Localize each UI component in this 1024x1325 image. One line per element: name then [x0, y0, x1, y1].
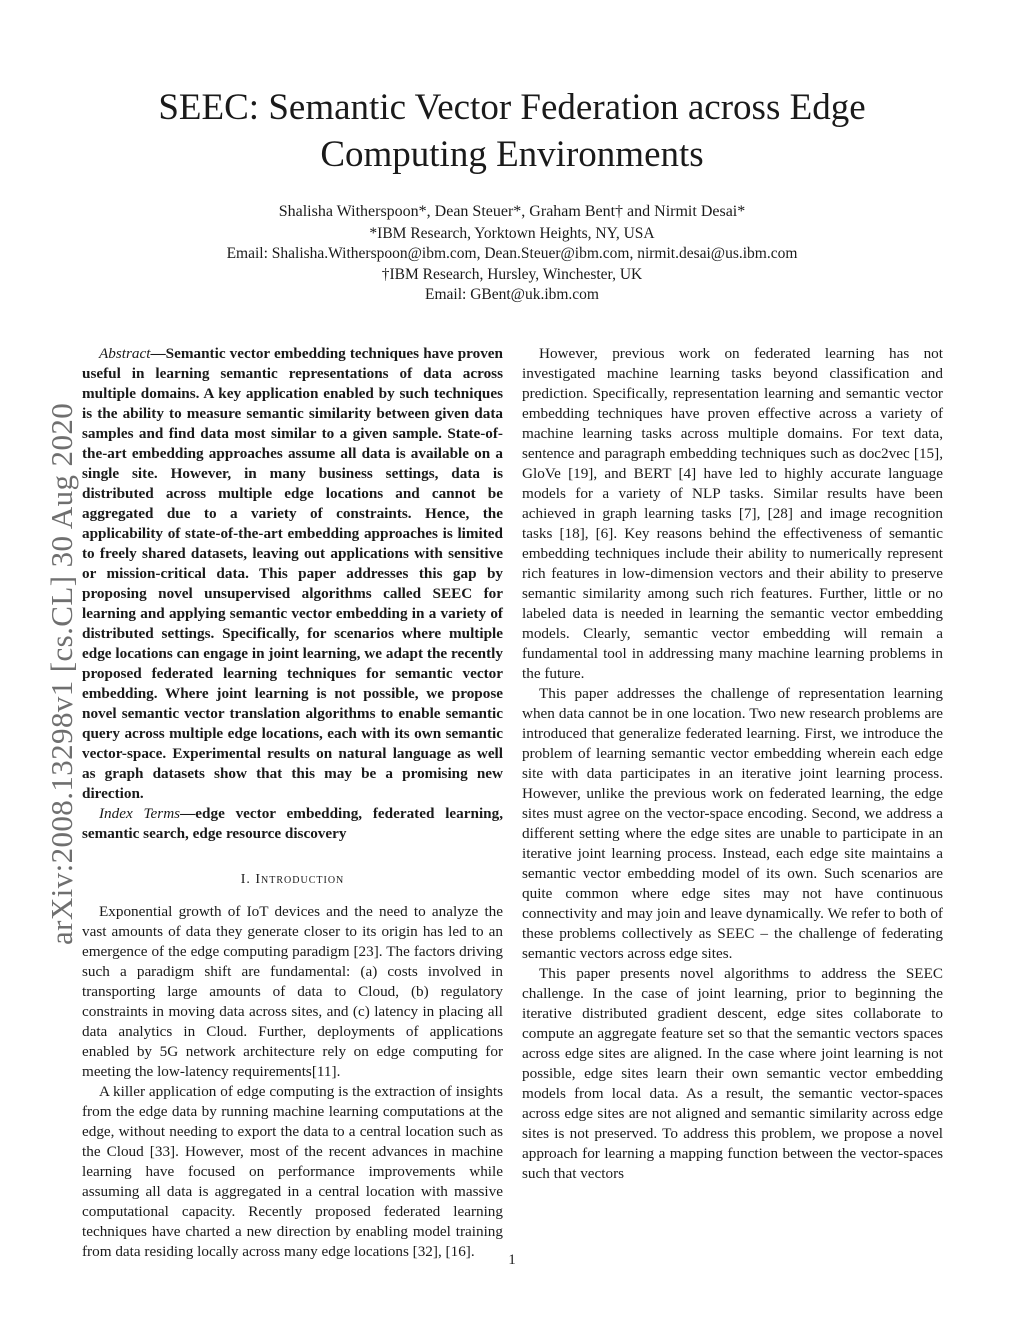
- right-column: [522, 344, 943, 1184]
- arxiv-identifier-text: arXiv:2008.13298v1 [cs.CL] 30 Aug 2020: [44, 402, 79, 945]
- index-terms-text: —edge vector embedding, federated learning, semantic search, edge resource discovery: [82, 805, 504, 842]
- paper-title: SEEC: Semantic Vector Federation across Edge Computing Environments: [158, 87, 866, 175]
- arxiv-identifier: [24, 345, 79, 945]
- index-terms: [82, 804, 503, 844]
- email-line-1: Email: Shalisha.Witherspoon@ibm.com, Dean.Steuer@ibm.com, nirmit.desai@us.ibm.com: [226, 245, 798, 262]
- author-names: Shalisha Witherspoon*, Dean Steuer*, Graham Bent† and Nirmit Desai*: [278, 203, 746, 220]
- section-heading-introduction: I. Introduction: [240, 872, 345, 887]
- affiliation-1: *IBM Research, Yorktown Heights, NY, USA: [369, 224, 655, 242]
- abstract-text: —Semantic vector embedding techniques have proven useful in learning semantic representations of data across multiple domains. A key application enabled by such techniques is the ability to measure semantic similarity between given data samples and find data most similar to a given sample. State-of-the-art embedding approaches assume all data is available on a single site. However, in many business settings, data is distributed across multiple edge locations and cannot be aggregated due to a variety of constraints. Hence, the applicability of state-of-the-art embedding approaches is limited to freely shared datasets, leaving out applications with sensitive or mission-critical data. This paper addresses this gap by proposing novel unsupervised algorithms called SEEC for learning and applying semantic vector embedding in a variety of distributed settings. Specifically, for scenarios where multiple edge locations can engage in joint learning, we adapt the recently proposed federated learning techniques for semantic vector embedding. Where joint learning is not possible, we propose novel semantic vector translation algorithms to enable semantic query across multiple edge locations, each with its own semantic vector-space. Experimental results on natural language as well as graph datasets show that this may be a promising new direction.: [82, 345, 503, 802]
- abstract-label: Abstract: [99, 345, 151, 362]
- page-number: 1: [508, 1252, 516, 1268]
- index-terms-label: Index Terms: [99, 805, 181, 822]
- email-line-2: Email: GBent@uk.ibm.com: [425, 286, 599, 303]
- right-paragraph-3: This paper presents novel algorithms to address the SEEC challenge. In the case of joint learning, prior to beginning the iterative distributed gradient descent, edge sites collaborate to compute an aggregate feature set so that the semantic vectors spaces across edge sites are aligned. In the case where joint learning is not possible, edge sites learn their own semantic vector embedding models from local data. As a result, the semantic vector-spaces across edge sites are not aligned and semantic similarity across edge sites is not preserved. To address this problem, we propose a novel approach for learning a mapping function between the vector-spaces such that vectors: [522, 965, 943, 1182]
- intro-paragraph-1: Exponential growth of IoT devices and the need to analyze the vast amounts of data they generate closer to its origin has led to an emergence of the edge computing paradigm [23]. The factors driving such a paradigm shift are fundamental: (a) costs involved in transporting large amounts of data to Cloud, (b) regulatory constraints in moving data across sites, and (c) latency in placing all data analytics in Cloud. Further, deployments of applications enabled by 5G network architecture rely on edge computing for meeting the low-latency requirements[11].: [82, 903, 503, 1080]
- intro-paragraph-2: A killer application of edge computing is the extraction of insights from the edge data by running machine learning computations at the edge, without needing to export the data to a central location such as the Cloud [33]. However, most of the recent advances in machine learning have focused on performance improvements while assuming all data is aggregated in a central location with massive computational capacity. Recently proposed federated learning techniques have charted a new direction by enabling model training from data residing locally across many edge locations [32], [16].: [82, 1083, 503, 1260]
- right-paragraph-1: However, previous work on federated learning has not investigated machine learning tasks beyond classification and prediction. Specifically, representation learning and semantic vector embedding techniques have proven effective across a variety of machine learning tasks across multiple domains. For text data, sentence and paragraph embedding techniques such as doc2vec [15], GloVe [19], and BERT [4] have led to highly accurate language models for a variety of NLP tasks. Similar results have been achieved in graph learning tasks [7], [28] and image recognition tasks [18], [6]. Key reasons behind the effectiveness of semantic embedding techniques include their ability to numerically represent rich features in low-dimension vectors and their ability to preserve semantic similarity among such rich features. Further, little or no labeled data is needed in learning the semantic vector embedding models. Clearly, semantic vector embedding will remain a fundamental tool in addressing many machine learning problems in the future.: [522, 345, 943, 682]
- author-block: [150, 202, 874, 306]
- left-column: [82, 344, 503, 1262]
- right-paragraph-2: This paper addresses the challenge of representation learning when data cannot be in one location. Two new research problems are introduced that generalize federated learning. First, we introduce the problem of learning semantic vector embedding wherein each edge site with data participates in an iterative joint learning process. However, unlike the previous work on federated learning, the edge sites must agree on the vector-space encoding. Second, we address a different setting where the edge sites are unable to participate in an iterative joint learning process. Instead, each edge site maintains a semantic vector embedding model of its own. Such scenarios are quite common where edge sites may not have continuous connectivity and may join and leave dynamically. We refer to both of these problems collectively as SEEC – the challenge of federating semantic vectors across edge sites.: [522, 685, 943, 962]
- abstract: [82, 344, 503, 804]
- affiliation-2: †IBM Research, Hursley, Winchester, UK: [381, 265, 643, 283]
